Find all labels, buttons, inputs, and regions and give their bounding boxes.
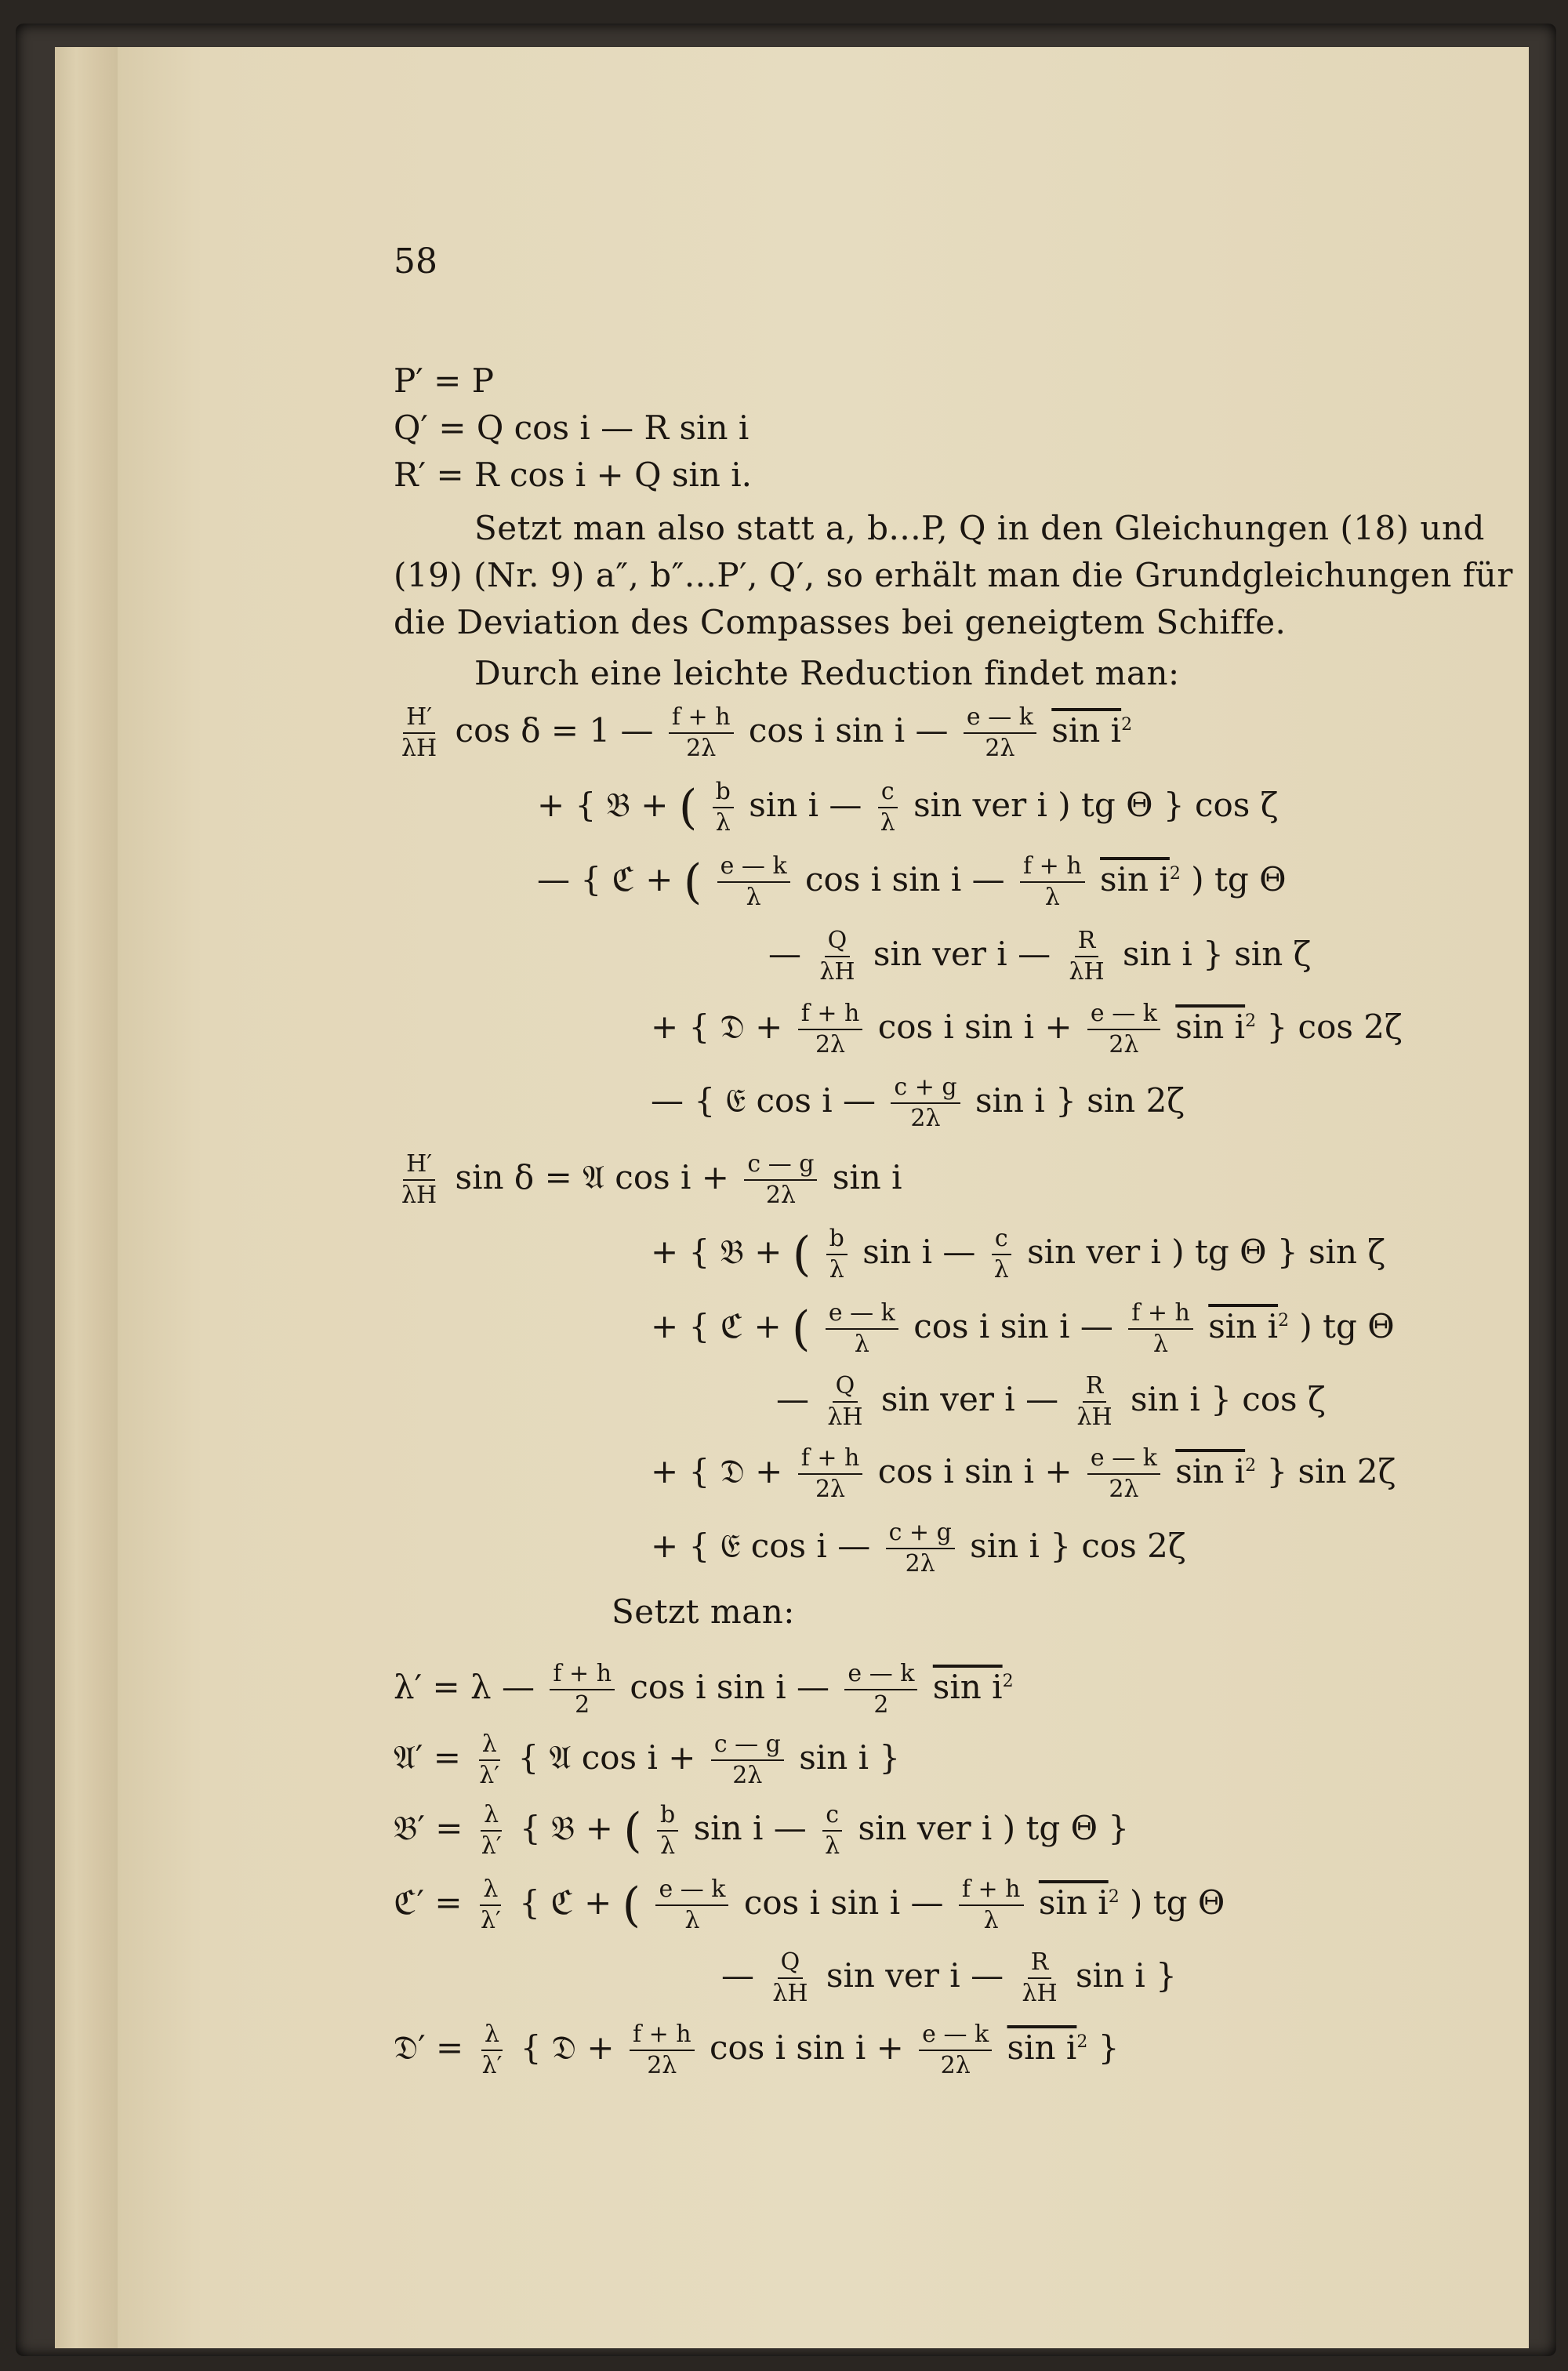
equation-q: Q′ = Q cos i — R sin i xyxy=(394,408,750,447)
equation-term: + { 𝔇 + $\frac{f + h}{2\lambda}$ cos i sin i + $\frac{e — k}{2\lambda}$ $\sin i^2$ } sin 2ζ xyxy=(651,1444,1396,1503)
fraction: $\frac{e — k}{\lambda}$ xyxy=(655,1878,728,1933)
definition-c: ℭ′ = $\frac{\lambda}{\lambda'}$ { ℭ + ( $\frac{e — k}{\lambda}$ cos i sin i — $\frac{f + h}{\lambda}$ $\sin i^2$ ) tg Θ xyxy=(394,1875,1225,1934)
text-line: Durch eine leichte Reduction findet man: xyxy=(474,654,1180,692)
fraction: $\frac{f + h}{2\lambda}$ xyxy=(669,706,734,761)
equation-term: — { 𝔈 cos i — $\frac{c + g}{2\lambda}$ sin i } sin 2ζ xyxy=(651,1073,1185,1132)
fraction: $\frac{R}{\lambda H}$ xyxy=(1022,1948,1058,2007)
fraction: $\frac{f + h}{2\lambda}$ xyxy=(798,1002,863,1057)
equation-cos-delta: $\frac{H'}{\lambda H}$ cos δ = 1 — $\frac{f + h}{2\lambda}$ cos i sin i — $\frac{e — k}{2\lambda}$ $\sin i^2$ xyxy=(394,706,1132,761)
text-line: Setzt man: xyxy=(612,1592,795,1631)
definition-lambda: λ′ = λ — $\frac{f + h}{2}$ cos i sin i — $\frac{e — k}{2}$ $\sin i^2$ xyxy=(394,1660,1014,1719)
fraction: $\frac{f + h}{\lambda}$ xyxy=(1128,1302,1193,1356)
fraction: $\frac{e — k}{2\lambda}$ xyxy=(1087,1002,1160,1057)
fraction: $\frac{Q}{\lambda H}$ xyxy=(772,1948,808,2007)
equation-term: + { 𝔅 + ( $\frac{b}{\lambda}$ sin i — $\frac{c}{\lambda}$ sin ver i ) tg Θ } sin ζ xyxy=(651,1225,1386,1284)
fraction: $\frac{c — g}{2\lambda}$ xyxy=(744,1153,817,1207)
fraction: $\frac{e — k}{2\lambda}$ xyxy=(964,706,1036,761)
equation-term: + { 𝔅 + ( $\frac{b}{\lambda}$ sin i — $\frac{c}{\lambda}$ sin ver i ) tg Θ } cos ζ xyxy=(537,778,1279,837)
fraction: $\frac{c — g}{2\lambda}$ xyxy=(711,1733,784,1788)
definition-a: 𝔄′ = $\frac{\lambda}{\lambda'}$ { 𝔄 cos i + $\frac{c — g}{2\lambda}$ sin i } xyxy=(394,1730,901,1789)
fraction: $\frac{e — k}{2\lambda}$ xyxy=(1087,1447,1160,1501)
equation-term: — $\frac{Q}{\lambda H}$ sin ver i — $\frac{R}{\lambda H}$ sin i } cos ζ xyxy=(776,1372,1326,1431)
page-number: 58 xyxy=(394,241,437,281)
equation-p: P′ = P xyxy=(394,361,494,400)
fraction: $\frac{f + h}{2}$ xyxy=(550,1662,615,1717)
fraction: $\frac{\lambda}{\lambda'}$ xyxy=(480,1875,501,1934)
equation-term: — $\frac{Q}{\lambda H}$ sin ver i — $\frac{R}{\lambda H}$ sin i } sin ζ xyxy=(768,927,1312,986)
fraction: $\frac{H'}{\lambda H}$ xyxy=(401,1150,437,1209)
equation-term: + { 𝔈 cos i — $\frac{c + g}{2\lambda}$ sin i } cos 2ζ xyxy=(651,1519,1186,1578)
fraction: $\frac{\lambda}{\lambda'}$ xyxy=(479,1730,500,1789)
fraction: $\frac{f + h}{2\lambda}$ xyxy=(798,1447,863,1501)
equation-r: R′ = R cos i + Q sin i. xyxy=(394,456,753,494)
equation-term: + { ℭ + ( $\frac{e — k}{\lambda}$ cos i sin i — $\frac{f + h}{\lambda}$ $\sin i^2$ ) tg Θ xyxy=(651,1299,1395,1358)
definition-d: 𝔇′ = $\frac{\lambda}{\lambda'}$ { 𝔇 + $\frac{f + h}{2\lambda}$ cos i sin i + $\frac{e — k}{2\lambda}$ $\sin i^2$ } xyxy=(394,2021,1120,2079)
fraction: $\frac{R}{\lambda H}$ xyxy=(1076,1372,1112,1431)
fraction: $\frac{f + h}{\lambda}$ xyxy=(1020,855,1085,910)
equation-sin-delta: $\frac{H'}{\lambda H}$ sin δ = 𝔄 cos i + $\frac{c — g}{2\lambda}$ sin i xyxy=(394,1153,902,1207)
fraction: $\frac{Q}{\lambda H}$ xyxy=(827,1372,863,1431)
fraction: $\frac{f + h}{2\lambda}$ xyxy=(630,2023,695,2078)
equation-term: + { 𝔇 + $\frac{f + h}{2\lambda}$ cos i sin i + $\frac{e — k}{2\lambda}$ $\sin i^2$ } cos 2ζ xyxy=(651,1000,1403,1058)
definition-b: 𝔅′ = $\frac{\lambda}{\lambda'}$ { 𝔅 + ( $\frac{b}{\lambda}$ sin i — $\frac{c}{\lambda}$ sin ver i ) tg Θ } xyxy=(394,1801,1130,1860)
fraction: $\frac{e — k}{\lambda}$ xyxy=(826,1302,898,1356)
fraction: $\frac{R}{\lambda H}$ xyxy=(1069,927,1105,986)
fraction: $\frac{Q}{\lambda H}$ xyxy=(819,927,855,986)
fraction: $\frac{c}{\lambda}$ xyxy=(822,1803,843,1858)
fraction: $\frac{c + g}{2\lambda}$ xyxy=(891,1076,960,1131)
fraction: $\frac{b}{\lambda}$ xyxy=(826,1227,848,1282)
text-line: (19) (Nr. 9) a″, b″...P′, Q′, so erhält man die Grundgleichungen für xyxy=(394,556,1513,594)
text-line: die Deviation des Compasses bei geneigtem Schiffe. xyxy=(394,603,1287,641)
fraction: $\frac{b}{\lambda}$ xyxy=(657,1803,678,1858)
fraction: $\frac{c}{\lambda}$ xyxy=(877,780,898,835)
fraction: $\frac{f + h}{\lambda}$ xyxy=(959,1878,1024,1933)
fraction: $\frac{e — k}{2\lambda}$ xyxy=(919,2023,992,2078)
fraction: $\frac{c + g}{2\lambda}$ xyxy=(886,1521,955,1576)
equation-term: — { ℭ + ( $\frac{e — k}{\lambda}$ cos i sin i — $\frac{f + h}{\lambda}$ $\sin i^2$ ) tg Θ xyxy=(537,852,1287,911)
fraction: $\frac{\lambda}{\lambda'}$ xyxy=(481,2021,503,2079)
definition-c-cont: — $\frac{Q}{\lambda H}$ sin ver i — $\frac{R}{\lambda H}$ sin i } xyxy=(721,1948,1177,2007)
fraction: $\frac{b}{\lambda}$ xyxy=(713,780,734,835)
book-page xyxy=(118,47,1529,2348)
fraction: $\frac{\lambda}{\lambda'}$ xyxy=(481,1801,502,1860)
fraction: $\frac{c}{\lambda}$ xyxy=(991,1227,1012,1282)
text-line: Setzt man also statt a, b...P, Q in den Gleichungen (18) und xyxy=(474,509,1485,547)
fraction: $\frac{e — k}{2}$ xyxy=(844,1662,917,1717)
fraction: $\frac{H'}{\lambda H}$ xyxy=(401,703,437,762)
fraction: $\frac{e — k}{\lambda}$ xyxy=(717,855,790,910)
page-edges xyxy=(55,47,125,2348)
